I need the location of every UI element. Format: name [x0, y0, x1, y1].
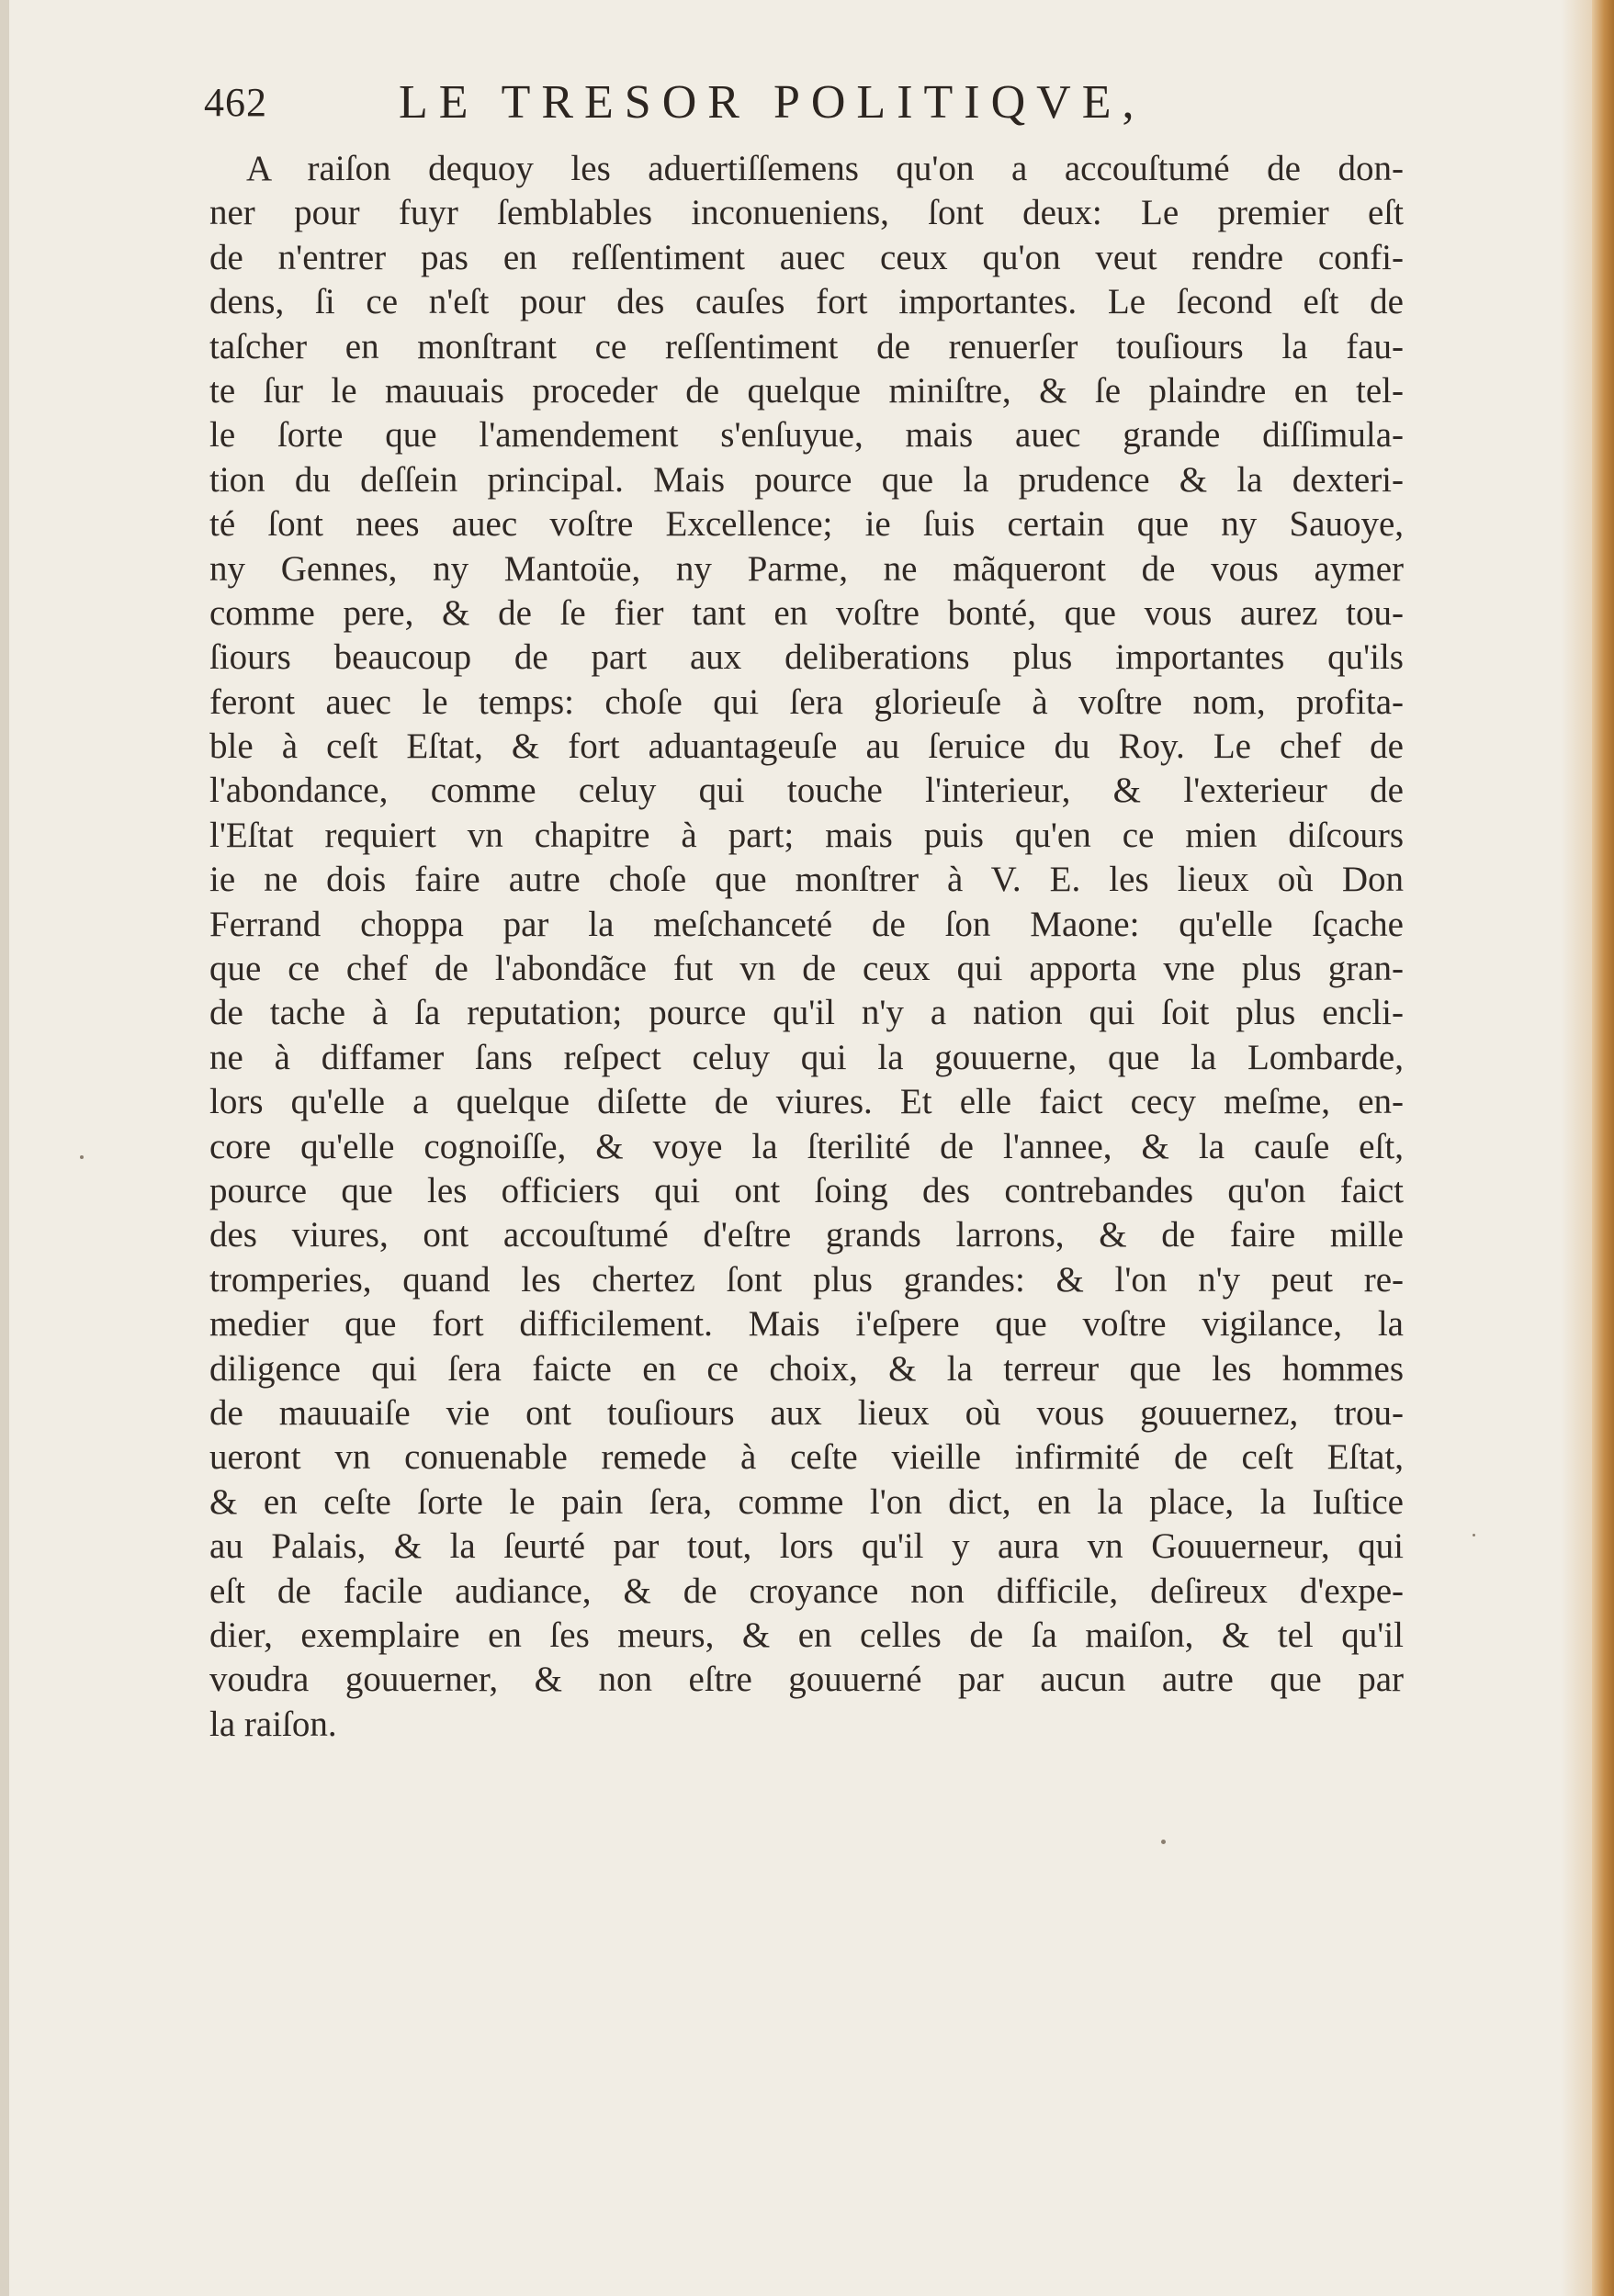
ink-speck [1161, 1840, 1166, 1844]
text-line: tromperies, quand les chertez ſont plus grandes: & l'on n'y peut re- [209, 1259, 1404, 1300]
text-line: tion du deſſein principal. Mais pource que la prudence & la dexteri- [209, 459, 1404, 500]
page-number: 462 [204, 80, 267, 125]
text-line: ueront vn conuenable remede à ceſte vieille infirmité de ceſt Eſtat, [209, 1437, 1404, 1478]
text-line: de mauuaiſe vie ont touſiours aux lieux où vous gouuernez, trou- [209, 1392, 1404, 1433]
text-line: ſiours beaucoup de part aux deliberations plus importantes qu'ils [209, 637, 1404, 678]
ink-speck [1473, 1534, 1475, 1536]
text-line: ble à ceſt Eſtat, & fort aduantageuſe au ſeruice du Roy. Le chef de [209, 726, 1404, 767]
text-line: ie ne dois faire autre choſe que monſtrer à V. E. les lieux où Don [209, 860, 1404, 900]
text-line: Ferrand choppa par la meſchanceté de ſon Maone: qu'elle ſçache [209, 904, 1404, 944]
text-line: la raiſon. [209, 1704, 337, 1744]
text-line: au Palais, & la ſeurté par tout, lors qu'il y aura vn Gouuerneur, qui [209, 1526, 1404, 1567]
text-line: ne à diffamer ſans reſpect celuy qui la gouuerne, que la Lombarde, [209, 1037, 1404, 1077]
text-line: voudra gouuerner, & non eſtre gouuerné par aucun autre que par [209, 1660, 1404, 1700]
running-title: LE TRESOR POLITIQVE, [399, 76, 1146, 129]
text-line: dens, ſi ce n'eſt pour des cauſes fort importantes. Le ſecond eſt de [209, 282, 1404, 322]
text-line: te ſur le mauuais proceder de quelque miniſtre, & ſe plaindre en tel- [209, 370, 1404, 411]
ink-speck [80, 1155, 84, 1159]
text-line: eſt de facile audiance, & de croyance non difficile, deſireux d'expe- [209, 1570, 1404, 1611]
binding-gutter [1592, 0, 1614, 2296]
text-line: taſcher en monſtrant ce reſſentiment de renuerſer touſiours la fau- [209, 326, 1404, 366]
page-left-edge [0, 0, 9, 2296]
text-line: & en ceſte ſorte le pain ſera, comme l'on dict, en la place, la Iuſtice [209, 1481, 1404, 1522]
text-line: té ſont nees auec voſtre Excellence; ie ſuis certain que ny Sauoye, [209, 504, 1404, 545]
text-line: A raiſon dequoy les aduertiſſemens qu'on a accouſtumé de don- [246, 149, 1404, 188]
text-line: ner pour fuyr ſemblables inconueniens, ſont deux: Le premier eſt [209, 193, 1404, 233]
running-header [193, 72, 1405, 136]
text-line: des viures, ont accouſtumé d'eſtre grands larrons, & de faire mille [209, 1215, 1404, 1255]
text-line: l'Eſtat requiert vn chapitre à part; mais puis qu'en ce mien diſcours [209, 815, 1404, 855]
text-line: l'abondance, comme celuy qui touche l'interieur, & l'exterieur de [209, 771, 1404, 811]
text-line: feront auec le temps: choſe qui ſera glorieuſe à voſtre nom, profita- [209, 681, 1404, 722]
text-line: ny Gennes, ny Mantoüe, ny Parme, ne mãqueront de vous aymer [209, 548, 1404, 589]
text-line: core qu'elle cognoiſſe, & voye la ſterilité de l'annee, & la cauſe eſt, [209, 1126, 1404, 1166]
text-line: diligence qui ſera faicte en ce choix, & la terreur que les hommes [209, 1348, 1404, 1389]
text-line: le ſorte que l'amendement s'enſuyue, mais auec grande diſſimula- [209, 415, 1404, 456]
text-line: lors qu'elle a quelque diſette de viures. Et elle faict cecy meſme, en- [209, 1082, 1404, 1122]
text-line: medier que fort difficilement. Mais i'eſpere que voſtre vigilance, la [209, 1304, 1404, 1345]
text-line: de n'entrer pas en reſſentiment auec ceux qu'on veut rendre confi- [209, 237, 1404, 277]
text-line: pource que les officiers qui ont ſoing des contrebandes qu'on faict [209, 1170, 1404, 1210]
text-line: comme pere, & de ſe fier tant en voſtre bonté, que vous aurez tou- [209, 592, 1404, 633]
text-line: que ce chef de l'abondãce fut vn de ceux qui apporta vne plus gran- [209, 949, 1404, 989]
body-text [209, 147, 1404, 1747]
text-line: de tache à ſa reputation; pource qu'il n'y a nation qui ſoit plus encli- [209, 993, 1404, 1033]
text-line: dier, exemplaire en ſes meurs, & en celles de ſa maiſon, & tel qu'il [209, 1615, 1404, 1655]
gutter-stain [1561, 0, 1592, 2296]
